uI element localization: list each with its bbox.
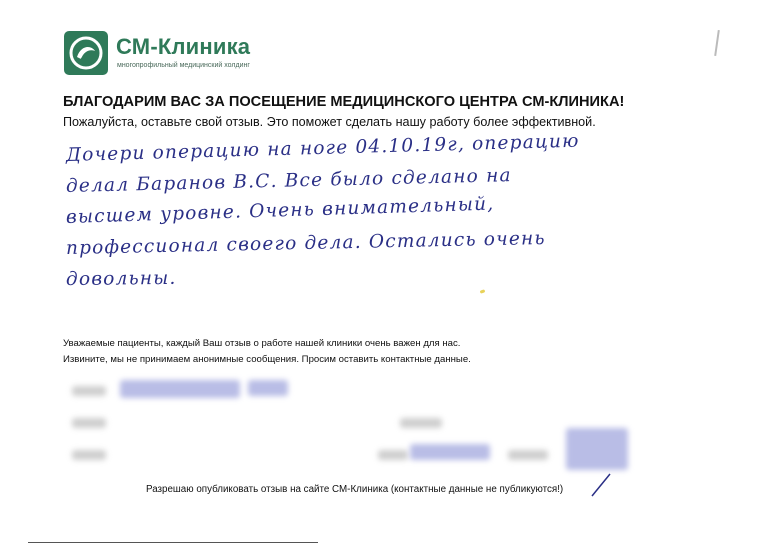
redacted-initials-value <box>248 380 288 396</box>
redacted-field-label <box>378 450 408 460</box>
thank-you-headline: БЛАГОДАРИМ ВАС ЗА ПОСЕЩЕНИЕ МЕДИЦИНСКОГО ЦЕНТРА СМ-КЛИНИКА! <box>63 94 625 110</box>
redacted-email-label <box>400 418 442 428</box>
clinic-logo <box>64 31 284 77</box>
review-line: Дочери операцию на ноге 04.10.19г, операцию <box>65 130 580 166</box>
redacted-date-label <box>72 450 106 460</box>
notice-line: Уважаемые пациенты, каждый Ваш отзыв о работе нашей клиники очень важен для нас. <box>63 338 461 349</box>
redacted-date-value <box>410 444 490 460</box>
redacted-name-label <box>72 386 106 396</box>
pen-mark <box>714 30 720 56</box>
clinic-tagline: многопрофильный медицинский холдинг <box>117 62 250 69</box>
review-line: довольны. <box>65 267 177 290</box>
redacted-signature <box>566 428 628 470</box>
clinic-name: СМ-Клиника <box>116 34 251 59</box>
review-line: высшем уровне. Очень внимательный, <box>65 193 495 228</box>
handwritten-review <box>65 130 686 295</box>
feedback-request: Пожалуйста, оставьте свой отзыв. Это поможет сделать нашу работу более эффективной. <box>63 115 596 129</box>
redacted-phone-label <box>72 418 106 428</box>
review-line: профессионал своего дела. Остались очень <box>65 227 546 259</box>
leaf-logo-icon <box>64 31 108 75</box>
anonymous-notice <box>63 336 471 368</box>
check-mark-icon <box>590 470 614 498</box>
review-line: делал Баранов В.С. Все было сделано на <box>65 165 512 197</box>
divider <box>28 542 318 543</box>
notice-line: Извините, мы не принимаем анонимные сообщения. Просим оставить контактные данные. <box>63 354 471 365</box>
redacted-signature-label <box>508 450 548 460</box>
redacted-name-value <box>120 380 240 398</box>
publish-consent: Разрешаю опубликовать отзыв на сайте СМ-Клиника (контактные данные не публикуются!) <box>146 484 564 495</box>
